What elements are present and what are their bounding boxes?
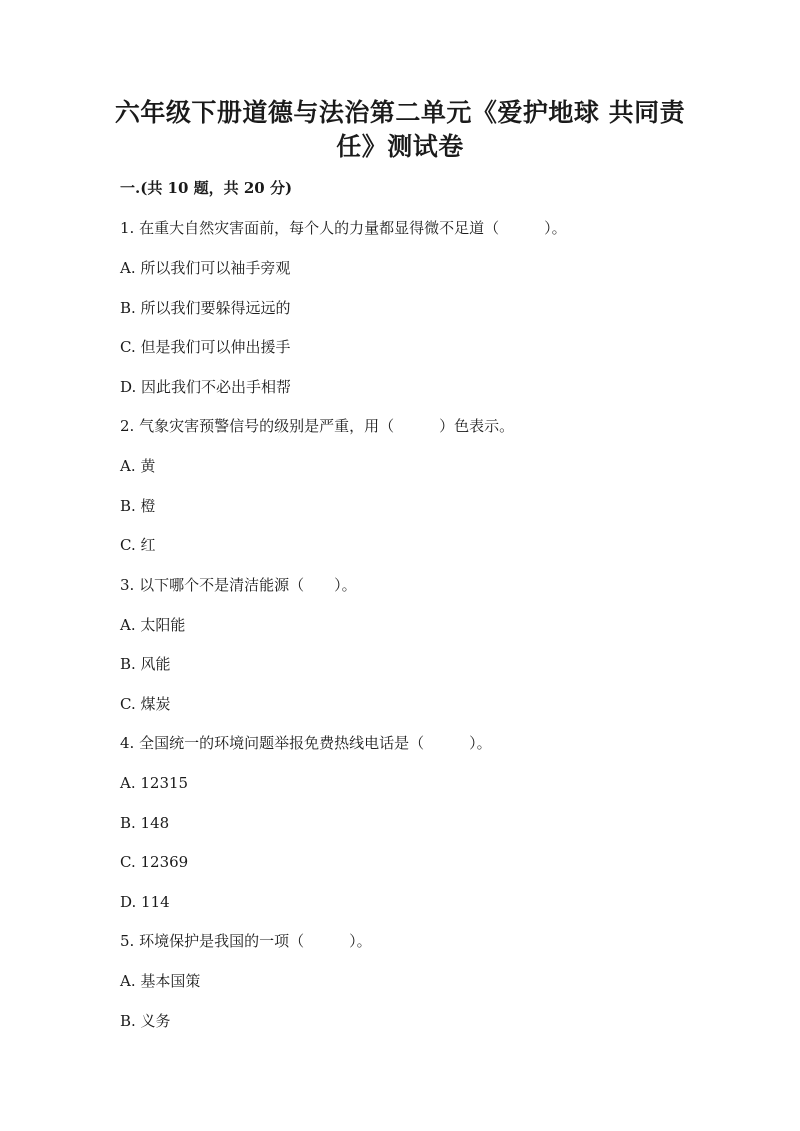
question-1-option-c: C. 但是我们可以伸出援手 xyxy=(120,338,291,356)
question-4-option-c: C. 12369 xyxy=(120,853,189,871)
question-3-option-a: A. 太阳能 xyxy=(120,616,186,634)
question-4-stem: 4. 全国统一的环境问题举报免费热线电话是（ ）。 xyxy=(120,734,492,752)
question-1-option-b: B. 所以我们要躲得远远的 xyxy=(120,299,291,317)
question-2-option-c: C. 红 xyxy=(120,536,156,554)
question-2-option-b: B. 橙 xyxy=(120,497,156,515)
question-3-option-c: C. 煤炭 xyxy=(120,695,171,713)
question-4-option-a: A. 12315 xyxy=(120,774,189,792)
question-1-option-a: A. 所以我们可以袖手旁观 xyxy=(120,259,291,277)
question-4-option-b: B. 148 xyxy=(120,814,170,832)
question-1-option-d: D. 因此我们不必出手相帮 xyxy=(120,378,292,396)
question-3-option-b: B. 风能 xyxy=(120,655,171,673)
title-line-1: 六年级下册道德与法治第二单元《爱护地球 共同责 xyxy=(114,98,686,127)
question-1-stem: 1. 在重大自然灾害面前，每个人的力量都显得微不足道（ ）。 xyxy=(120,219,567,237)
question-3-stem: 3. 以下哪个不是清洁能源（ ）。 xyxy=(120,576,357,594)
section-heading: 一.(共 10 题，共 20 分) xyxy=(120,179,293,197)
question-2-stem: 2. 气象灾害预警信号的级别是严重，用（ ）色表示。 xyxy=(120,417,515,435)
question-4-option-d: D. 114 xyxy=(120,893,170,911)
question-5-stem: 5. 环境保护是我国的一项（ ）。 xyxy=(120,932,372,950)
question-5-option-b: B. 义务 xyxy=(120,1012,171,1030)
question-2-option-a: A. 黄 xyxy=(120,457,156,475)
page-title xyxy=(100,96,700,164)
question-5-option-a: A. 基本国策 xyxy=(120,972,201,990)
title-line-2: 任》测试卷 xyxy=(336,132,464,161)
